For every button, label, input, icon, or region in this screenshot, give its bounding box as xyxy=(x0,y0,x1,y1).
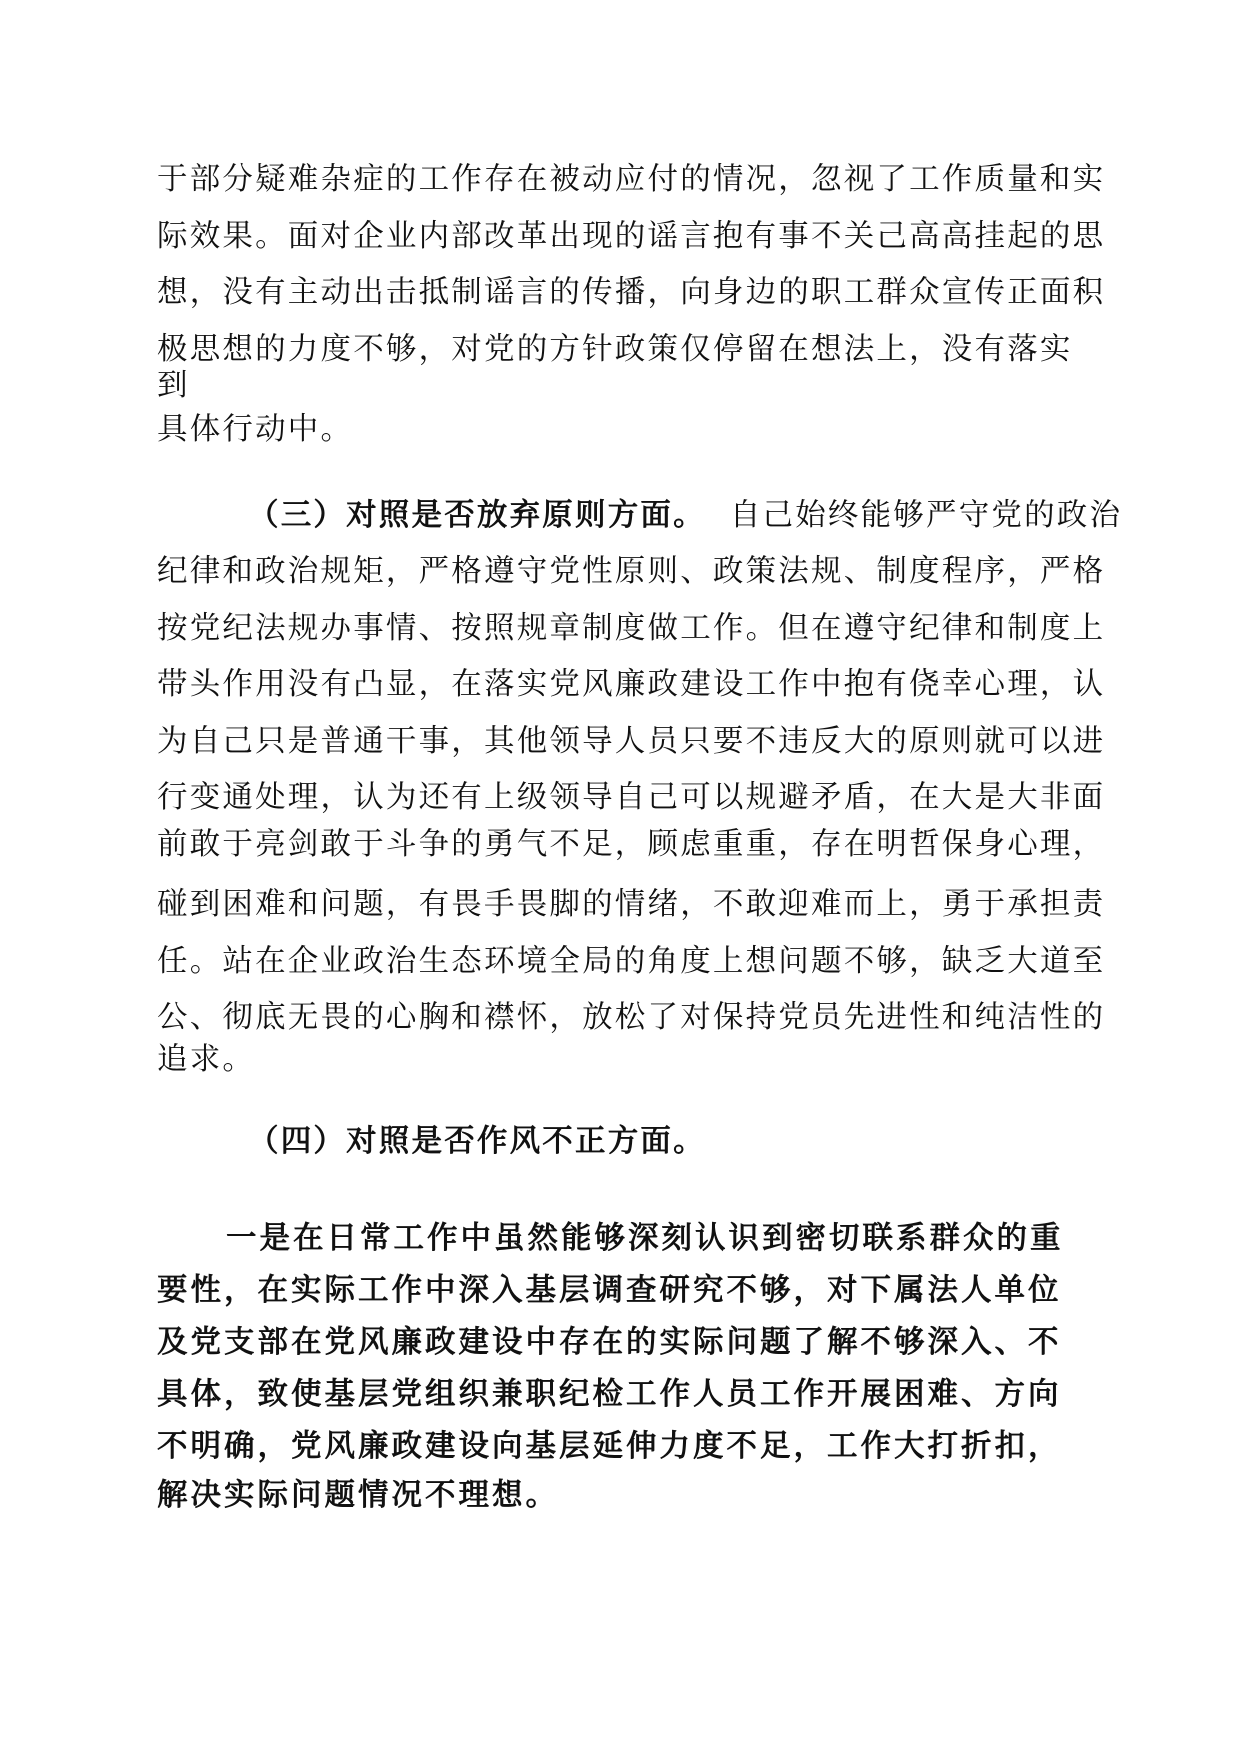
paragraph-line: 一是在日常工作中虽然能够深刻认识到密切联系群众的重 xyxy=(226,1220,1064,1256)
paragraph-line: 解决实际问题情况不理想。 xyxy=(157,1477,559,1513)
paragraph-line: 具体，致使基层党组织兼职纪检工作人员工作开展困难、方向 xyxy=(157,1376,1062,1412)
paragraph-line: 行变通处理，认为还有上级领导自己可以规避矛盾，在大是大非面 xyxy=(157,780,1106,815)
paragraph-line: 极思想的力度不够，对党的方针政策仅停留在想法上，没有落实 xyxy=(157,332,1073,367)
section-3-first-line-text: 自己始终能够严守党的政治 xyxy=(729,498,1123,533)
paragraph-line: 追求。 xyxy=(157,1042,256,1077)
paragraph-line: 前敢于亮剑敢于斗争的勇气不足，顾虑重重，存在明哲保身心理， xyxy=(157,827,1106,862)
paragraph-line: 公、彻底无畏的心胸和襟怀，放松了对保持党员先进性和纯洁性的 xyxy=(157,1000,1106,1035)
paragraph-line: 为自己只是普通干事，其他领导人员只要不违反大的原则就可以进 xyxy=(157,724,1106,759)
paragraph-line: 于部分疑难杂症的工作存在被动应付的情况，忽视了工作质量和实 xyxy=(157,162,1106,197)
paragraph-line: 想，没有主动出击抵制谣言的传播，向身边的职工群众宣传正面积 xyxy=(157,275,1106,310)
paragraph-line: 纪律和政治规矩，严格遵守党性原则、政策法规、制度程序，严格 xyxy=(157,554,1106,589)
paragraph-line: 按党纪法规办事情、按照规章制度做工作。但在遵守纪律和制度上 xyxy=(157,611,1106,646)
paragraph-line: 带头作用没有凸显，在落实党风廉政建设工作中抱有侥幸心理，认 xyxy=(157,667,1106,702)
paragraph-line: 要性，在实际工作中深入基层调查研究不够，对下属法人单位 xyxy=(157,1272,1062,1308)
section-3-first-line xyxy=(248,495,1122,536)
paragraph-line: 碰到困难和问题，有畏手畏脚的情绪，不敢迎难而上，勇于承担责 xyxy=(157,887,1106,922)
paragraph-line: 到 xyxy=(157,368,190,403)
paragraph-line: 及党支部在党风廉政建设中存在的实际问题了解不够深入、不 xyxy=(157,1324,1062,1360)
paragraph-line: 具体行动中。 xyxy=(157,412,354,447)
paragraph-line: 际效果。面对企业内部改革出现的谣言抱有事不关己高高挂起的思 xyxy=(157,219,1106,254)
section-3-heading: （三）对照是否放弃原则方面。 xyxy=(248,497,706,533)
section-4-heading: （四）对照是否作风不正方面。 xyxy=(248,1123,706,1159)
paragraph-line: 不明确，党风廉政建设向基层延伸力度不足，工作大打折扣， xyxy=(157,1428,1062,1464)
paragraph-line: 任。站在企业政治生态环境全局的角度上想问题不够，缺乏大道至 xyxy=(157,944,1106,979)
